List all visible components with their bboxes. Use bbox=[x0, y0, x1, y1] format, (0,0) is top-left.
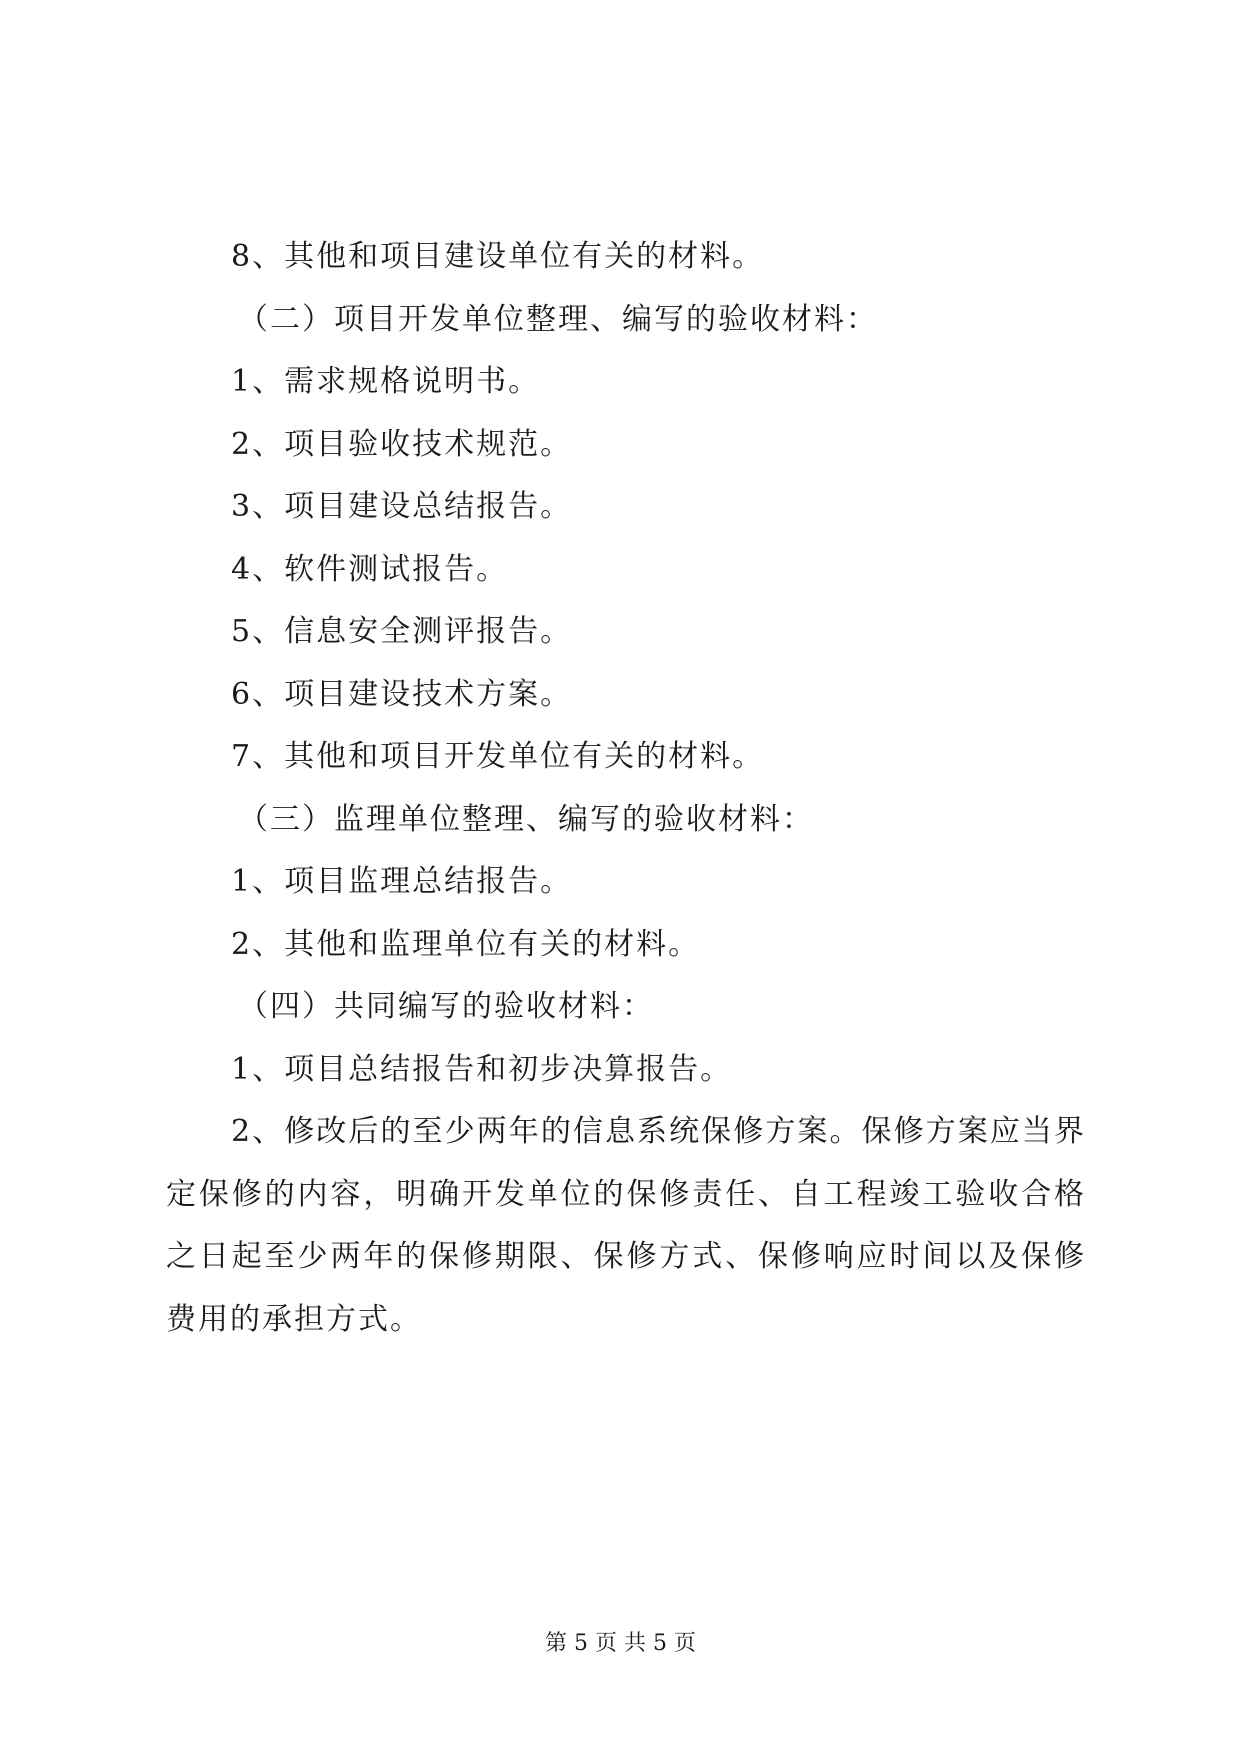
list-item: 3、项目建设总结报告。 bbox=[231, 489, 573, 524]
document-body bbox=[166, 226, 1086, 1351]
list-item: 1、项目总结报告和初步决算报告。 bbox=[231, 1051, 733, 1087]
list-item: 2、项目验收技术规范。 bbox=[231, 426, 573, 462]
list-item: 1、项目监理总结报告。 bbox=[231, 864, 573, 899]
list-item: 4、软件测试报告。 bbox=[231, 551, 509, 587]
warranty-paragraph: 2、修改后的至少两年的信息系统保修方案。保修方案应当界定保修的内容，明确开发单位的保修责任、自工程竣工验收合格之日起至少两年的保修期限、保修方式、保修响应时间以及保修费用的承担方式。 bbox=[166, 1114, 1086, 1337]
list-item: 7、其他和项目开发单位有关的材料。 bbox=[231, 739, 765, 774]
list-item: 5、信息安全测评报告。 bbox=[231, 614, 573, 649]
list-item: 1、需求规格说明书。 bbox=[231, 364, 541, 399]
section-heading: （二）项目开发单位整理、编写的验收材料： bbox=[238, 301, 878, 337]
page-number-footer: 第 5 页 共 5 页 bbox=[545, 1631, 696, 1656]
list-item: 6、项目建设技术方案。 bbox=[231, 676, 573, 712]
list-item: 2、其他和监理单位有关的材料。 bbox=[231, 926, 701, 962]
section-heading: （四）共同编写的验收材料： bbox=[238, 989, 654, 1024]
list-item: 8、其他和项目建设单位有关的材料。 bbox=[231, 239, 765, 274]
section-heading: （三）监理单位整理、编写的验收材料： bbox=[238, 801, 814, 837]
